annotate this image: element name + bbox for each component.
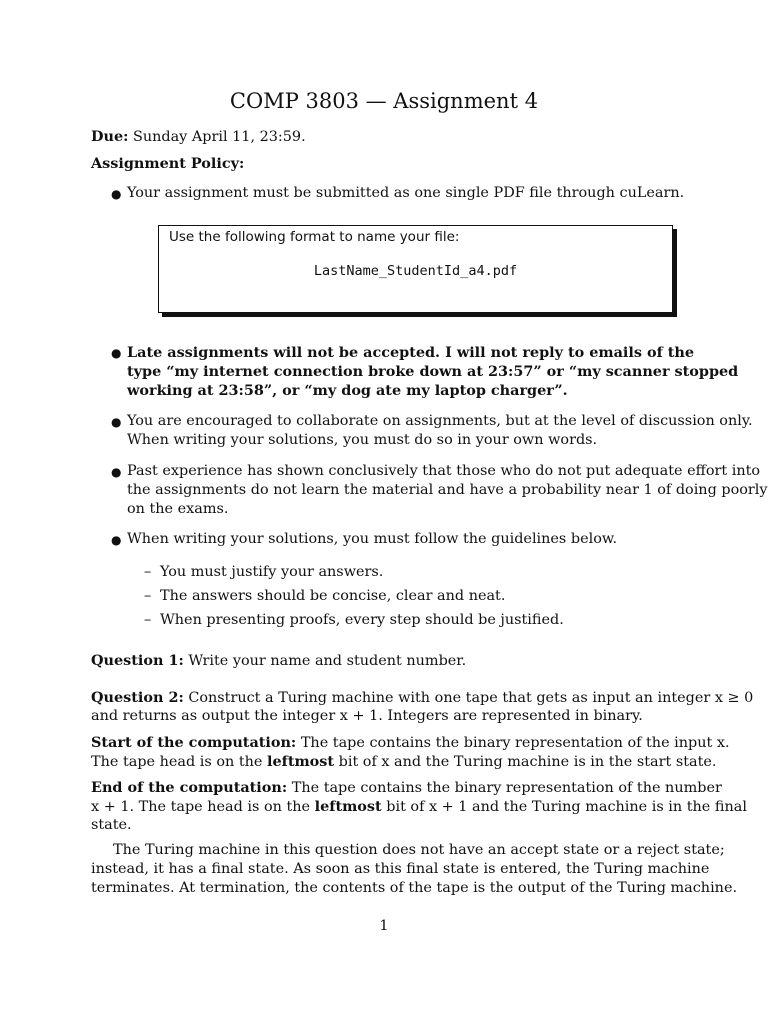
bullet-icon: ●	[111, 465, 122, 479]
bullet-collab-line: You are encouraged to collaborate on assignments, but at the level of discussion only.	[127, 413, 753, 429]
filename-format-label: Use the following format to name your file:	[169, 229, 460, 245]
bullet-effort-text	[127, 462, 768, 519]
end-computation-text: The tape contains the binary representation of the number	[291, 780, 722, 796]
final-paragraph	[91, 841, 738, 898]
question-1-label: Question 1:	[91, 652, 184, 669]
final-paragraph-line: The Turing machine in this question does not have an accept state or a reject state;	[113, 842, 725, 858]
page-title: COMP 3803 — Assignment 4	[229, 89, 539, 113]
filename-format-example: LastName_StudentId_a4.pdf	[313, 263, 518, 279]
start-computation-label: Start of the computation:	[91, 734, 297, 751]
dash-icon: –	[144, 564, 152, 580]
question-2-line: and returns as output the integer x + 1. Integers are represented in binary.	[91, 708, 643, 724]
end-computation-line	[91, 778, 722, 798]
question-2-text: Construct a Turing machine with one tape that gets as input an integer x ≥ 0	[188, 690, 754, 706]
start-computation-line	[91, 733, 730, 753]
due-line	[91, 127, 306, 147]
guideline-item: When presenting proofs, every step should be justified.	[160, 612, 564, 628]
bullet-collab-line: When writing your solutions, you must do so in your own words.	[127, 432, 598, 448]
bullet-effort-line: the assignments do not learn the material and have a probability near 1 of doing poorly	[127, 482, 768, 498]
question-2-line	[91, 688, 753, 708]
dash-icon: –	[144, 588, 152, 604]
start-computation-text: The tape contains the binary representation of the input x.	[300, 735, 730, 751]
bullet-guidelines-text: When writing your solutions, you must follow the guidelines below.	[127, 531, 618, 547]
guideline-item: You must justify your answers.	[160, 564, 384, 580]
start-text-bold: leftmost	[267, 753, 335, 770]
end-text-bold: leftmost	[314, 798, 382, 815]
bullet-collab-text	[127, 412, 753, 450]
start-text-part: bit of x and the Turing machine is in the start state.	[338, 754, 717, 770]
bullet-icon: ●	[111, 346, 122, 360]
guideline-item: The answers should be concise, clear and neat.	[160, 588, 506, 604]
due-label: Due:	[91, 128, 129, 145]
start-computation-line	[91, 752, 717, 772]
end-computation-line: state.	[91, 817, 132, 833]
question-1-text: Write your name and student number.	[188, 653, 467, 669]
bullet-icon: ●	[111, 533, 122, 547]
bullet-icon: ●	[111, 187, 122, 201]
due-date: Sunday April 11, 23:59.	[133, 129, 306, 145]
bullet-icon: ●	[111, 415, 122, 429]
final-paragraph-line: terminates. At termination, the contents of the tape is the output of the Turing machine.	[91, 880, 738, 896]
question-1	[91, 651, 466, 671]
end-text-part: x + 1. The tape head is on the	[91, 799, 311, 815]
page-number: 1	[379, 918, 389, 934]
bullet-late-line: type “my internet connection broke down at 23:57” or “my scanner stopped	[127, 363, 739, 380]
bullet-effort-line: on the exams.	[127, 501, 229, 517]
filename-format-box	[158, 225, 673, 313]
end-text-part: bit of x + 1 and the Turing machine is in the final	[386, 799, 747, 815]
bullet-submit-text: Your assignment must be submitted as one single PDF file through cuLearn.	[127, 185, 685, 201]
dash-icon: –	[144, 612, 152, 628]
bullet-effort-line: Past experience has shown conclusively that those who do not put adequate effort into	[127, 463, 761, 479]
final-paragraph-line: instead, it has a final state. As soon as this final state is entered, the Turing machine	[91, 861, 710, 877]
end-computation-line	[91, 797, 747, 817]
policy-heading: Assignment Policy:	[91, 155, 245, 172]
end-computation-label: End of the computation:	[91, 779, 288, 796]
question-2-label: Question 2:	[91, 689, 184, 706]
bullet-late-line: Late assignments will not be accepted. I will not reply to emails of the	[127, 344, 695, 361]
bullet-late-line: working at 23:58”, or “my dog ate my laptop charger”.	[127, 382, 568, 399]
start-text-part: The tape head is on the	[91, 754, 263, 770]
bullet-late-text	[127, 343, 739, 400]
